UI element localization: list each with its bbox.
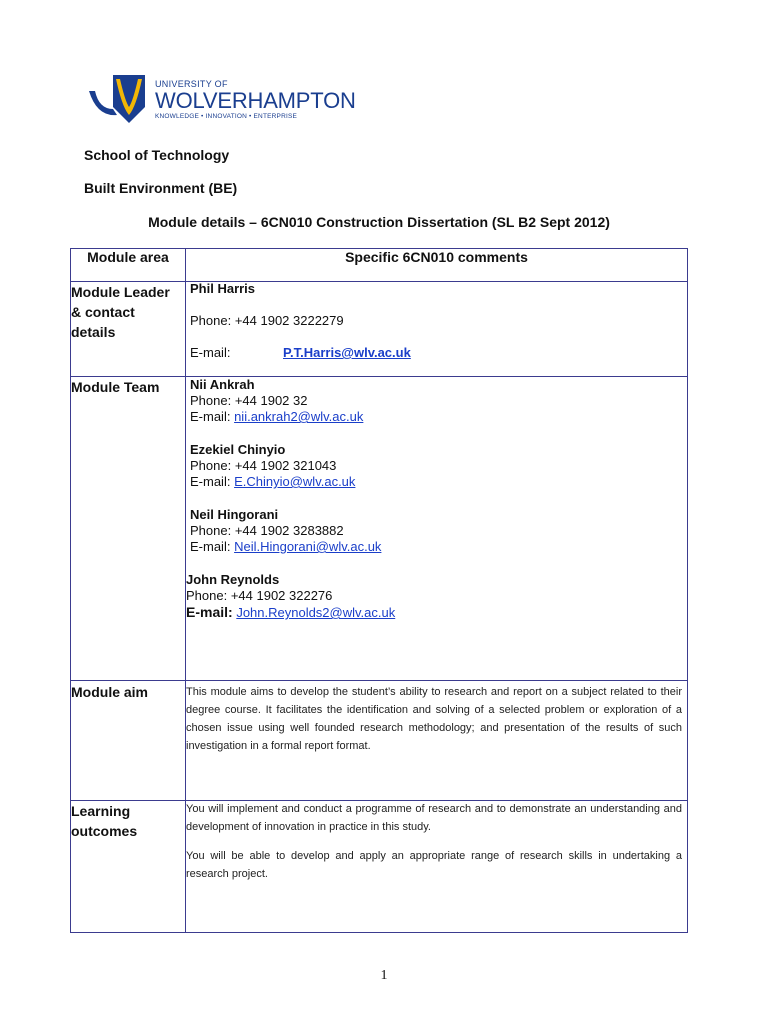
team-member-email-link[interactable]: Neil.Hingorani@wlv.ac.uk (234, 539, 382, 554)
team-member-name: Neil Hingorani (190, 507, 279, 522)
leader-email-label: E-mail: (190, 345, 231, 360)
team-member-email-link[interactable]: John.Reynolds2@wlv.ac.uk (236, 605, 396, 620)
team-member-email-link[interactable]: nii.ankrah2@wlv.ac.uk (234, 409, 364, 424)
logo-tagline: KNOWLEDGE • INNOVATION • ENTERPRISE (155, 113, 298, 120)
team-member-email (190, 474, 355, 490)
team-member-phone: Phone: +44 1902 3283882 (190, 523, 344, 538)
leader-name: Phil Harris (190, 281, 256, 296)
team-member-name: Ezekiel Chinyio (190, 442, 286, 457)
label-module-team: Module Team (71, 379, 160, 395)
label-line: outcomes (71, 823, 138, 839)
label-line: & contact (71, 304, 135, 320)
email-label: E-mail: (190, 539, 231, 554)
page-number: 1 (380, 968, 388, 983)
email-label: E-mail: (186, 604, 233, 620)
logo-university-of: UNIVERSITY OF (155, 79, 228, 89)
team-member-email (190, 539, 381, 555)
col-header-comments: Specific 6CN010 comments (345, 249, 528, 265)
team-member-email-link[interactable]: E.Chinyio@wlv.ac.uk (234, 474, 356, 489)
label-line: Learning (71, 803, 131, 819)
university-crest-icon (87, 73, 151, 129)
leader-email-link[interactable]: P.T.Harris@wlv.ac.uk (283, 345, 411, 360)
team-member-name: Nii Ankrah (190, 377, 255, 392)
leader-phone: Phone: +44 1902 3222279 (190, 313, 344, 328)
label-line: details (71, 324, 116, 340)
team-member-phone: Phone: +44 1902 322276 (186, 588, 333, 603)
learning-outcome-2: You will be able to develop and apply an appropriate range of research skills in undertaking a research project. (186, 850, 682, 880)
module-details-table (70, 248, 688, 933)
team-member-email (190, 409, 363, 425)
team-member-name: John Reynolds (186, 572, 280, 587)
logo-wordmark (155, 79, 356, 121)
label-module-leader (71, 282, 185, 342)
team-member-phone: Phone: +44 1902 32 (190, 393, 308, 408)
col-header-module-area: Module area (87, 249, 169, 265)
logo-name: WOLVERHAMPTON (155, 88, 356, 113)
label-line: Module Leader (71, 284, 170, 300)
school-heading: School of Technology (84, 147, 230, 163)
label-module-aim: Module aim (71, 684, 149, 700)
email-label: E-mail: (190, 409, 231, 424)
team-member-phone: Phone: +44 1902 321043 (190, 458, 337, 473)
university-logo (87, 73, 356, 129)
email-label: E-mail: (190, 474, 231, 489)
row-divider (71, 680, 687, 681)
label-learning-outcomes (71, 801, 185, 841)
module-aim-text: This module aims to develop the student’s ability to research and report on a subject related to their degree course. It facilitates the identification and solving of a selected problem or exploration of a chosen issue using well founded research methodology; and presentation of the results of such investigation in a formal report format. (186, 686, 682, 752)
module-title: Module details – 6CN010 Construction Dissertation (SL B2 Sept 2012) (148, 214, 610, 230)
team-member-email (186, 604, 395, 621)
learning-outcome-1: You will implement and conduct a programme of research and to demonstrate an understanding and development of innovation in practice in this study. (186, 803, 682, 833)
department-heading: Built Environment (BE) (84, 180, 238, 196)
